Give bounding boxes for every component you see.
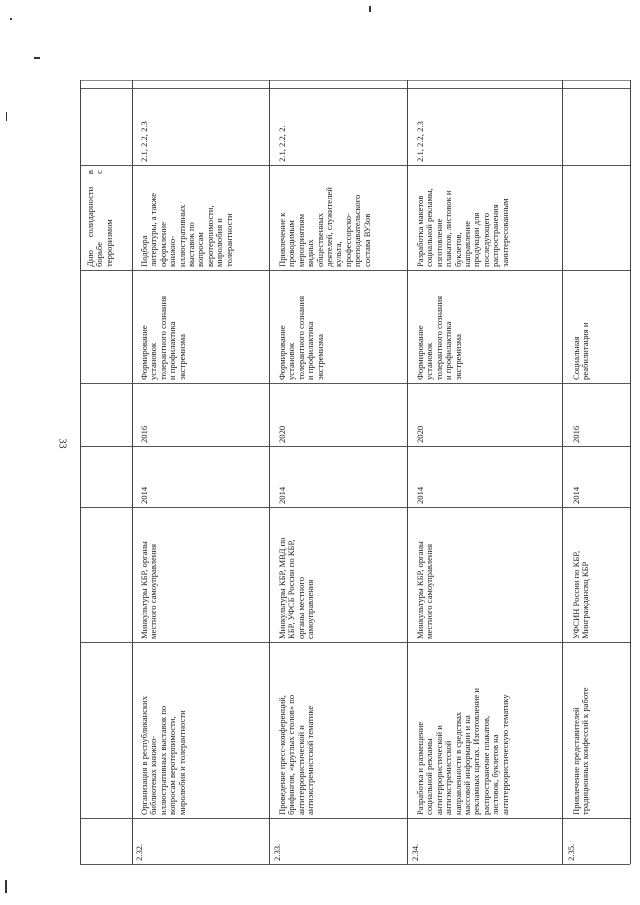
- table-top-rule-2: [80, 80, 630, 81]
- scan-speck: [369, 6, 371, 12]
- row-2-32-action: Организация в республиканских библиотеках книжно- иллюстративных выставок по вопросам веротерпимости, миролюбия и толерантности: [139, 695, 187, 815]
- row-2-33-action: Проведение пресс-конференций, брифингов, «круглых столов» по антитеррористической и антиэкстремистской тематике: [277, 694, 316, 815]
- row-2-34-action: Разработка и размещение социальной рекламы антитеррористической и антиэкстремистской направленности в средствах массовой информации и на рекламных щитах. Изготовление и распространение плакатов, листовок, буклетов на антитеррористическую тематику: [415, 688, 510, 815]
- column-divider: [80, 446, 630, 447]
- row-divider: [562, 80, 563, 864]
- row-2-33-start: 2014: [277, 486, 287, 504]
- row-divider: [132, 80, 133, 864]
- row-2-34-indicators: 2.1, 2.2, 2.3: [415, 121, 425, 162]
- row-2-35-start: 2014: [571, 486, 581, 504]
- scan-speck: [34, 57, 40, 59]
- row-2-32-indicators: 2.1, 2.2, 2.3: [139, 121, 149, 162]
- row-2-32-executors: Минкультуры КБР, органы местного самоуправления: [139, 541, 159, 639]
- prev-row-description: Дню солидарности в борьбе с терроризмом: [85, 170, 114, 267]
- row-2-34-num: 2.34.: [410, 843, 420, 861]
- page-number: 33: [56, 438, 68, 449]
- row-2-32-num: 2.32.: [134, 843, 144, 861]
- row-2-32-end: 2016: [139, 425, 149, 443]
- row-2-35-goal: Социальная реабилитация и: [571, 322, 591, 380]
- row-2-34-description: Разработка макетов социальной рекламы, изготовление плакатов, листовок и буклетов, направление продукции для последующего распространения заинтересованным: [415, 188, 510, 267]
- row-2-33-end: 2020: [277, 425, 287, 443]
- row-2-35-action: Привлечение представителей традиционных конфессий к работе: [571, 687, 591, 815]
- row-divider: [269, 80, 270, 864]
- row-2-33-indicators: 2.1, 2.2, 2.: [277, 125, 287, 162]
- column-divider: [80, 383, 630, 384]
- row-2-34-start: 2014: [415, 486, 425, 504]
- row-2-32-description: Подбора литературы, а также оформление книжно- иллюстративных выставок по вопросам веротерпимости, миролюбия и толерантности: [139, 192, 234, 267]
- row-2-35-executors: УФСИН России по КБР, Минграждансвц КБР: [571, 550, 591, 639]
- table-left-edge: [80, 80, 81, 864]
- scan-speck: [6, 112, 7, 121]
- column-divider: [80, 818, 630, 819]
- row-2-33-num: 2.33.: [272, 843, 282, 861]
- row-2-33-executors: Минкультуры КБР, МВД по КБР, УФСБ России по КБР, органы местного самоуправления: [277, 537, 316, 639]
- row-2-32-start: 2014: [139, 486, 149, 504]
- row-2-35-num: 2.35.: [566, 843, 576, 861]
- row-2-33-description: Привлечение к проводимым мероприятиям видных общественных деятелей, служителей культа, профессорско- преподавательского состава ВУЗов: [277, 187, 372, 267]
- table-right-edge: [630, 80, 631, 864]
- row-2-34-executors: Минкультуры КБР, органы местного самоуправления: [415, 541, 435, 639]
- row-divider: [407, 80, 408, 864]
- scan-speck: [5, 880, 7, 893]
- row-2-34-end: 2020: [415, 425, 425, 443]
- row-2-33-goal: Формирование установок толерантного сознания и профилактика экстремизма: [277, 295, 325, 380]
- row-2-35-end: 2016: [571, 425, 581, 443]
- scan-speck: [10, 18, 12, 20]
- row-2-32-goal: Формирование установок толерантного сознания и профилактика экстремизма: [139, 295, 187, 380]
- table-bottom-rule: [80, 864, 630, 865]
- row-2-34-goal: Формирование установок толерантного сознания и профилактика экстремизма: [415, 295, 463, 380]
